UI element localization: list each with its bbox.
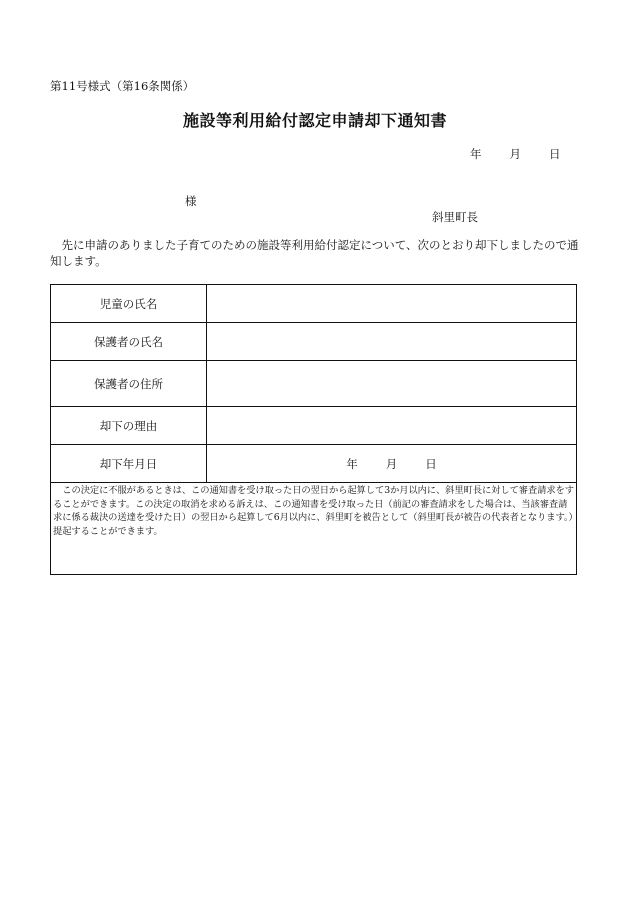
table-row-rejection-reason — [51, 407, 576, 445]
label-rejection-date: 却下年月日 — [51, 445, 207, 482]
notice-body: 先に申請のありました子育てのための施設等利用給付認定について、次のとおり却下しましたので通知します。 — [50, 238, 579, 268]
label-guardian-name: 保護者の氏名 — [51, 323, 207, 360]
issue-date-month: 月 — [509, 147, 521, 161]
label-child-name: 児童の氏名 — [51, 285, 207, 322]
value-child-name — [207, 285, 576, 322]
issue-date-day: 日 — [549, 147, 561, 161]
rejection-date-year: 年 — [346, 456, 358, 471]
table-row-child-name — [51, 285, 576, 323]
value-guardian-name — [207, 323, 576, 360]
issue-date — [470, 146, 561, 162]
value-rejection-reason — [207, 407, 576, 444]
document-title: 施設等利用給付認定申請却下通知書 — [182, 111, 447, 130]
issuer-name: 斜里町長 — [432, 210, 478, 224]
table-row-guardian-address — [51, 361, 576, 407]
issue-date-year: 年 — [470, 147, 482, 161]
rejection-date-month: 月 — [385, 456, 398, 471]
recipient-honorific: 様 — [185, 194, 197, 208]
value-guardian-address — [207, 361, 576, 406]
table-row-rejection-date — [51, 445, 576, 483]
table-row-guardian-name — [51, 323, 576, 361]
rejection-date-day: 日 — [425, 456, 437, 471]
rejection-form-table — [50, 284, 577, 575]
label-rejection-reason: 却下の理由 — [51, 407, 207, 444]
value-rejection-date — [207, 445, 576, 482]
appeal-notice: この決定に不服があるときは、この通知書を受け取った日の翌日から起算して3か月以内に、斜里町長に対して審査請求をすることができます。この決定の取消を求める訴えは、この通知書を受け取った日（前記の審査請求をした場合は、当該審査請求に係る裁決の送達を受けた日）の翌日から起算して6月以内に、斜里町を被告として（斜里町長が被告の代表者となります。）提起することができます。 — [53, 485, 574, 537]
label-guardian-address: 保護者の住所 — [51, 361, 207, 406]
form-number: 第11号様式（第16条関係） — [50, 79, 195, 93]
